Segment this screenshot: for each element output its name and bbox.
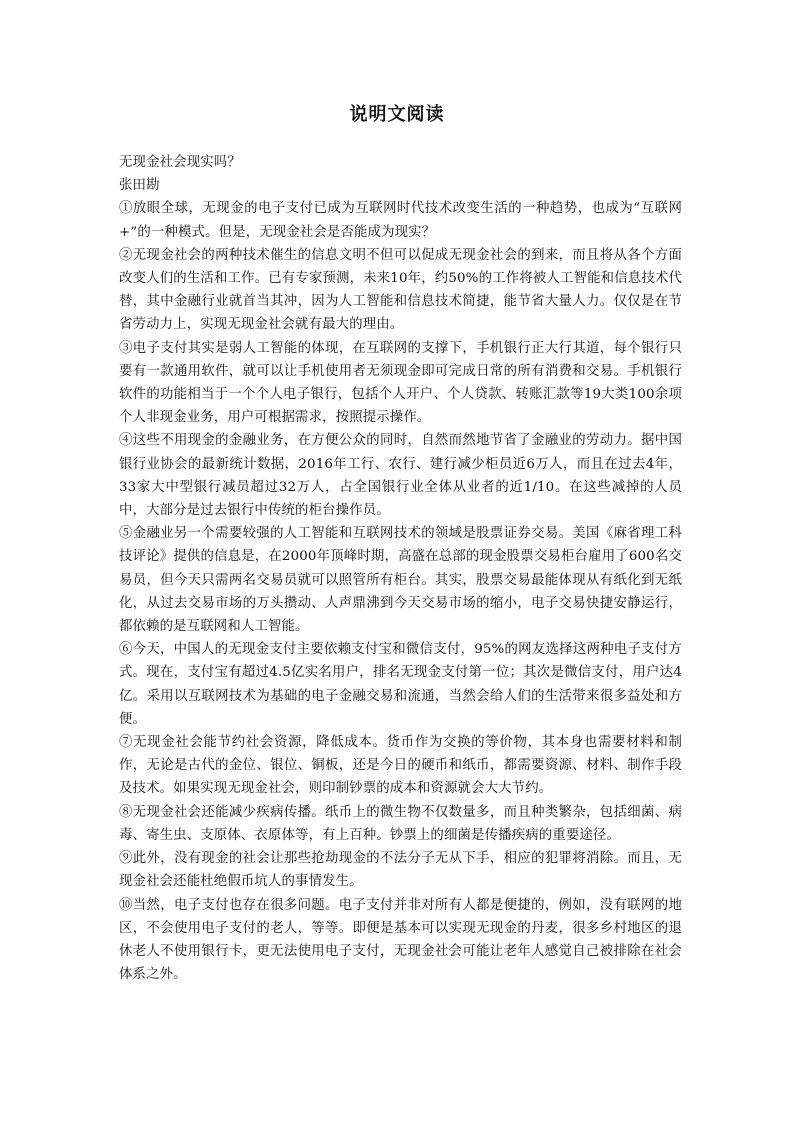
article-author: 张田勘 <box>119 178 160 194</box>
paragraph-2: ②无现金社会的两种技术催生的信息文明不但可以促成无现金社会的到来，而且将从各个方面改变人们的生活和工作。已有专家预测，未来10年，约50%的工作将被人工智能和信息技术代替，其中金融行业就首当其冲，因为人工智能和信息技术简捷，能节省大量人力。仅仅是在节省劳动力上，实现无现金社会就有最大的理由。 <box>119 247 682 333</box>
article-title: 无现金社会现实吗？ <box>119 155 241 170</box>
paragraph-6: ⑥今天，中国人的无现金支付主要依赖支付宝和微信支付，95%的网友选择这两种电子支付方式。现在，支付宝有超过4.5亿实名用户，排名无现金支付第一位；其次是微信支付，用户达4亿。采用以互联网技术为基础的电子金融交易和流通，当然会给人们的生活带来很多益处和方便。 <box>119 642 682 727</box>
paragraph-5: ⑤金融业另一个需要较强的人工智能和互联网技术的领域是股票证券交易。美国《麻省理工科技评论》提供的信息是，在2000年顶峰时期，高盛在总部的现金股票交易柜台雇用了600名交易员，但今天只需两名交易员就可以照管所有柜台。其实，股票交易最能体现从有纸化到无纸化，从过去交易市场的万头攒动、人声鼎沸到今天交易市场的缩小，电子交易快捷安静运行，都依赖的是互联网和人工智能。 <box>119 526 682 635</box>
page-title: 说明文阅读 <box>349 104 445 125</box>
paragraph-8: ⑧无现金社会还能减少疾病传播。纸币上的微生物不仅数量多，而且种类繁杂，包括细菌、病毒、寄生虫、支原体、衣原体等，有上百种。钞票上的细菌是传播疾病的重要途径。 <box>119 804 682 843</box>
paragraph-9: ⑨此外，没有现金的社会让那些抢劫现金的不法分子无从下手，相应的犯罪将消除。而且，无现金社会还能杜绝假币坑人的事情发生。 <box>119 851 682 890</box>
paragraph-4: ④这些不用现金的金融业务，在方便公众的同时，自然而然地节省了金融业的劳动力。据中国银行业协会的最新统计数据，2016年工行、农行、建行减少柜员近6万人，而且在过去4年，33家大中型银行减员超过32万人，占全国银行业全体从业者的近1/10。在这些减掉的人员中，大部分是过去银行中传统的柜台操作员。 <box>119 433 682 519</box>
paragraph-3: ③电子支付其实是弱人工智能的体现，在互联网的支撑下，手机银行正大行其道，每个银行只要有一款通用软件，就可以让手机使用者无须现金即可完成日常的所有消费和交易。手机银行软件的功能相当于一个个人电子银行，包括个人开户、个人贷款、转账汇款等19大类100余项个人非现金业务，用户可根据需求，按照提示操作。 <box>119 340 682 426</box>
paragraph-1: ①放眼全球，无现金的电子支付已成为互联网时代技术改变生活的一种趋势，也成为“互联网+”的一种模式。但是，无现金社会是否能成为现实？ <box>119 201 682 240</box>
paragraph-10: ⑩当然，电子支付也存在很多问题。电子支付并非对所有人都是便捷的，例如，没有联网的地区，不会使用电子支付的老人，等等。即便是基本可以实现无现金的丹麦，很多乡村地区的退休老人不使用银行卡，更无法使用电子支付，无现金社会可能让老年人感觉自己被排除在社会体系之外。 <box>119 897 682 983</box>
paragraph-7: ⑦无现金社会能节约社会资源，降低成本。货币作为交换的等价物，其本身也需要材料和制作，无论是古代的金位、银位、铜板，还是今日的硬币和纸币，都需要资源、材料、制作手段及技术。如果实现无现金社会，则印制钞票的成本和资源就会大大节约。 <box>119 735 682 797</box>
article-body <box>119 151 682 986</box>
